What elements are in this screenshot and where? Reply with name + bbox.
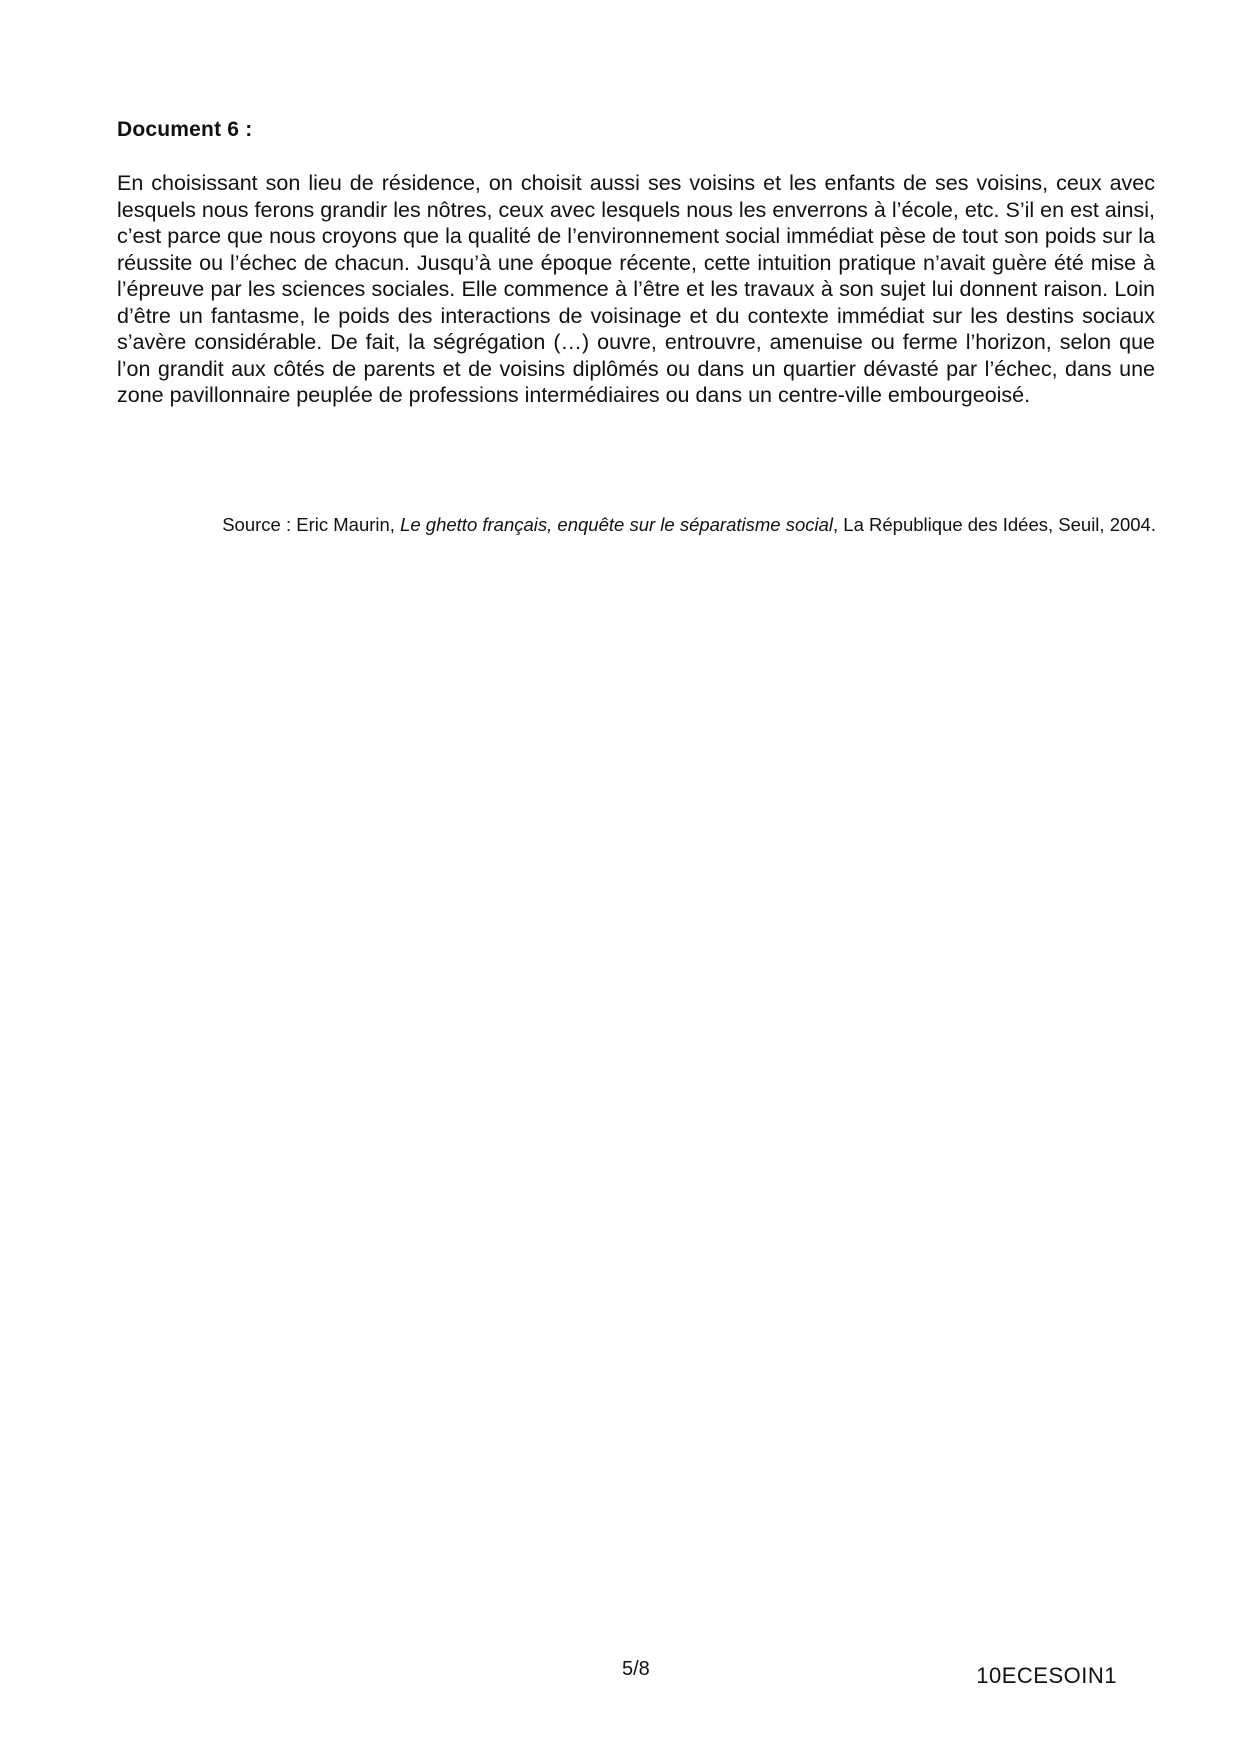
document-heading: Document 6 : (117, 118, 253, 141)
page-number: 5/8 (622, 1658, 650, 1680)
source-title: Le ghetto français, enquête sur le séparatisme social (400, 514, 834, 535)
document-code: 10ECESOIN1 (976, 1663, 1117, 1688)
source-citation (180, 512, 1156, 538)
source-suffix: , La République des Idées, Seuil, 2004. (833, 514, 1156, 535)
document-body-text: En choisissant son lieu de résidence, on choisit aussi ses voisins et les enfants de ses voisins, ceux avec lesquels nous ferons grandir les nôtres, ceux avec lesquels nous les enverrons à l’école, etc. S’il en est ainsi, c’est parce que nous croyons que la qualité de l’environnement social immédiat pèse de tout son poids sur la réussite ou l’échec de chacun. Jusqu’à une époque récente, cette intuition pratique n’avait guère été mise à l’épreuve par les sciences sociales. Elle commence à l’être et les travaux à son sujet lui donnent raison. Loin d’être un fantasme, le poids des interactions de voisinage et du contexte immédiat sur les destins sociaux s’avère considérable. De fait, la ségrégation (…) ouvre, entrouvre, amenuise ou ferme l’horizon, selon que l’on grandit aux côtés de parents et de voisins diplômés ou dans un quartier dévasté par l’échec, dans une zone pavillonnaire peuplée de professions intermédiaires ou dans un centre-ville embourgeoisé. (117, 171, 1155, 407)
source-prefix: Source : Eric Maurin, (222, 514, 401, 535)
